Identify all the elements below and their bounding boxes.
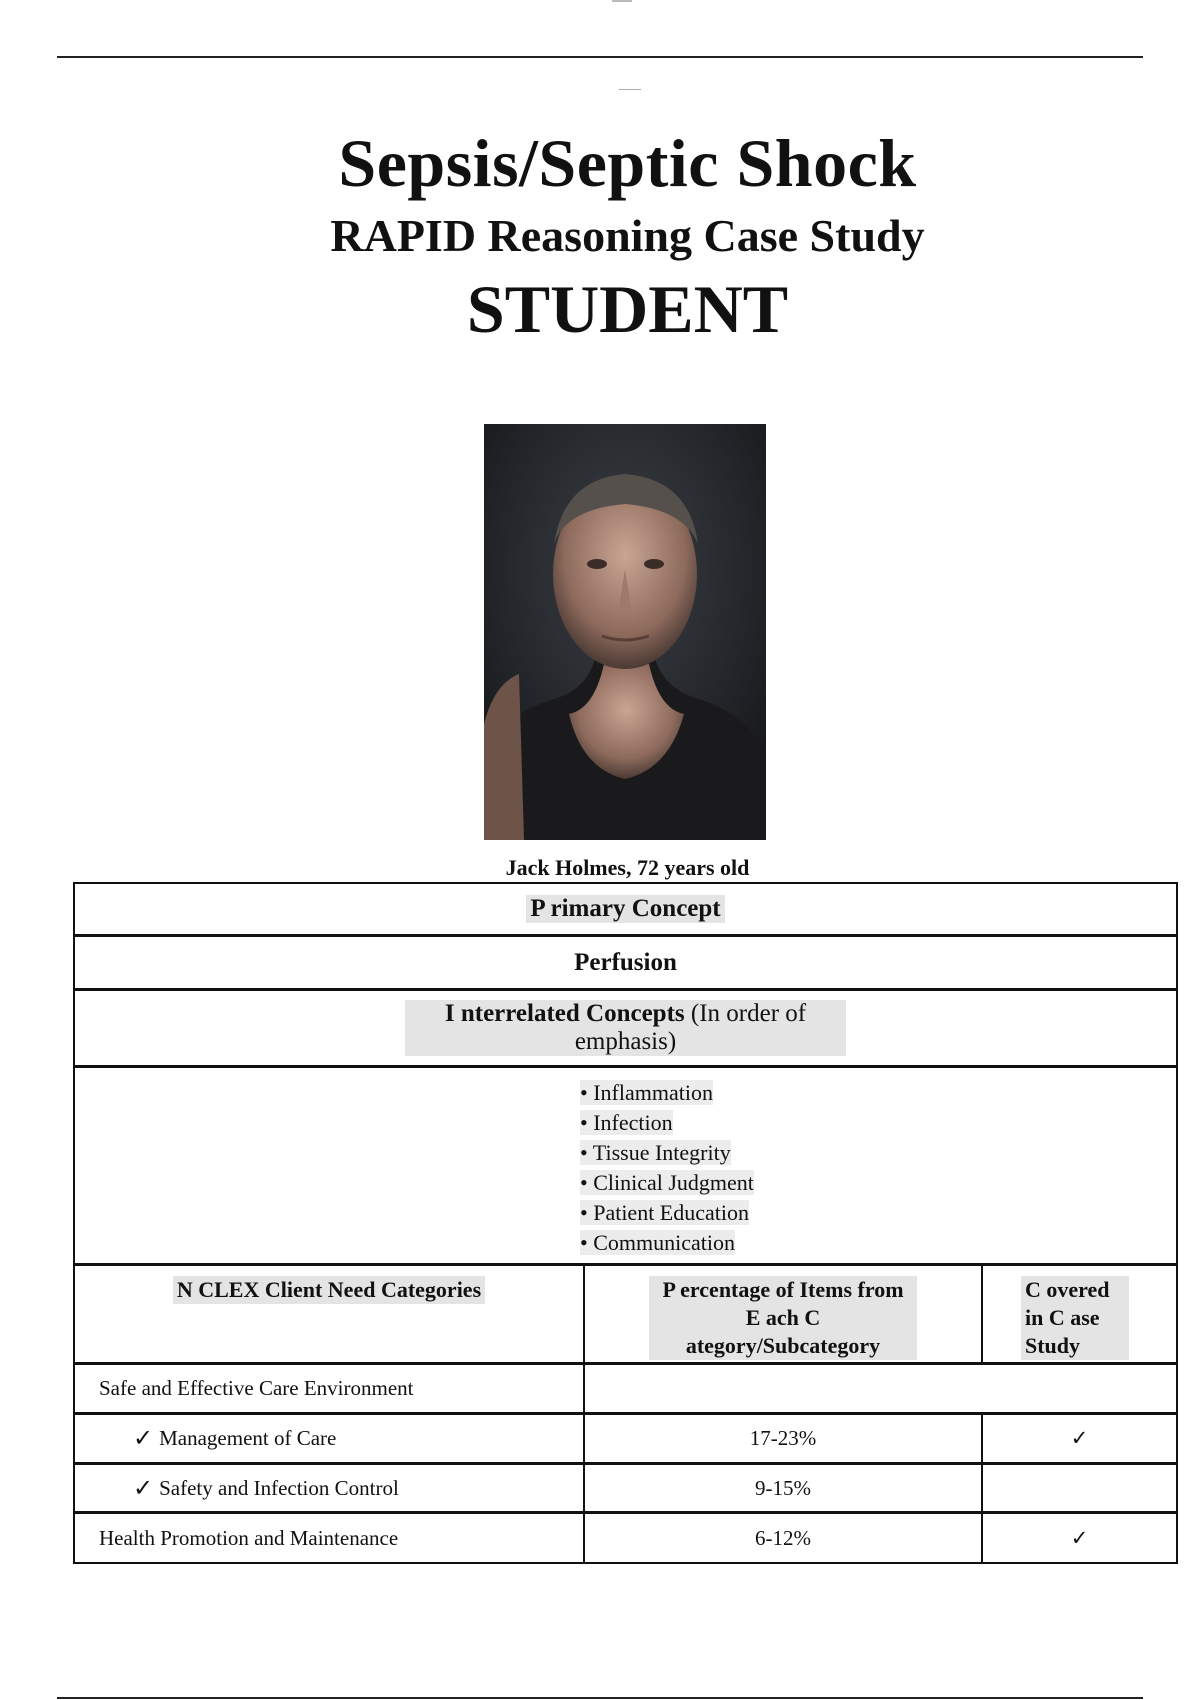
primary-concept-header-text: P rimary Concept [526,895,724,923]
interrelated-header-rest: (In order of emphasis) [574,1000,807,1055]
covered-cell [983,1465,1176,1511]
checkmark-icon: ✓ [133,1426,154,1452]
case-study-table [73,882,1178,1564]
table-row [75,1514,1176,1562]
patient-caption: Jack Holmes, 72 years old [505,855,750,880]
audience-label: STUDENT [466,271,789,347]
primary-concept-header [75,884,1176,934]
concept-list [75,1068,1176,1263]
covered-checkmark-icon: ✓ [1070,1426,1089,1450]
nclex-percentage: 6-12% [585,1514,983,1562]
nclex-percentage: 17-23% [585,1415,983,1462]
dash-mark [619,89,641,90]
document-title: Sepsis/Septic Shock [338,125,917,201]
header-rule [57,56,1143,58]
interrelated-header-bold: I nterrelated Concepts [444,1000,685,1027]
nclex-category: ✓ Safety and Infection Control [75,1465,585,1511]
nclex-header-row [75,1266,1176,1365]
nclex-category: ✓ Management of Care [75,1415,585,1462]
table-row [75,1415,1176,1465]
concept-item: • Communication [580,1230,735,1255]
footer-rule [57,1697,1143,1699]
interrelated-header [75,991,1176,1065]
concept-item: • Clinical Judgment [580,1170,754,1195]
document-subtitle: RAPID Reasoning Case Study [330,210,925,261]
concept-item: • Infection [580,1110,673,1135]
patient-portrait [484,424,766,840]
primary-concept-header-row [75,884,1176,937]
checkmark-icon: ✓ [133,1475,154,1502]
concept-item: • Patient Education [580,1200,749,1225]
table-row [75,1465,1176,1514]
nclex-percentage-header: P ercentage of Items from E ach C ategory/Subcategory [585,1266,983,1362]
nclex-category: Health Promotion and Maintenance [75,1514,585,1562]
nclex-category: Safe and Effective Care Environment [75,1365,585,1412]
interrelated-header-row [75,991,1176,1068]
covered-checkmark-icon: ✓ [1070,1525,1089,1550]
nclex-percentage: 9-15% [585,1465,983,1511]
table-row [75,1365,1176,1415]
concepts-row [75,1068,1176,1266]
concept-item: • Inflammation [580,1080,713,1105]
page-top-mark [612,0,632,2]
primary-concept-row [75,937,1176,991]
nclex-percentage [585,1365,1176,1412]
concept-item: • Tissue Integrity [580,1140,731,1165]
primary-concept: Perfusion [574,948,677,976]
nclex-category-header: N CLEX Client Need Categories [75,1266,585,1362]
nclex-covered-header: C overed in C ase Study [983,1266,1176,1362]
